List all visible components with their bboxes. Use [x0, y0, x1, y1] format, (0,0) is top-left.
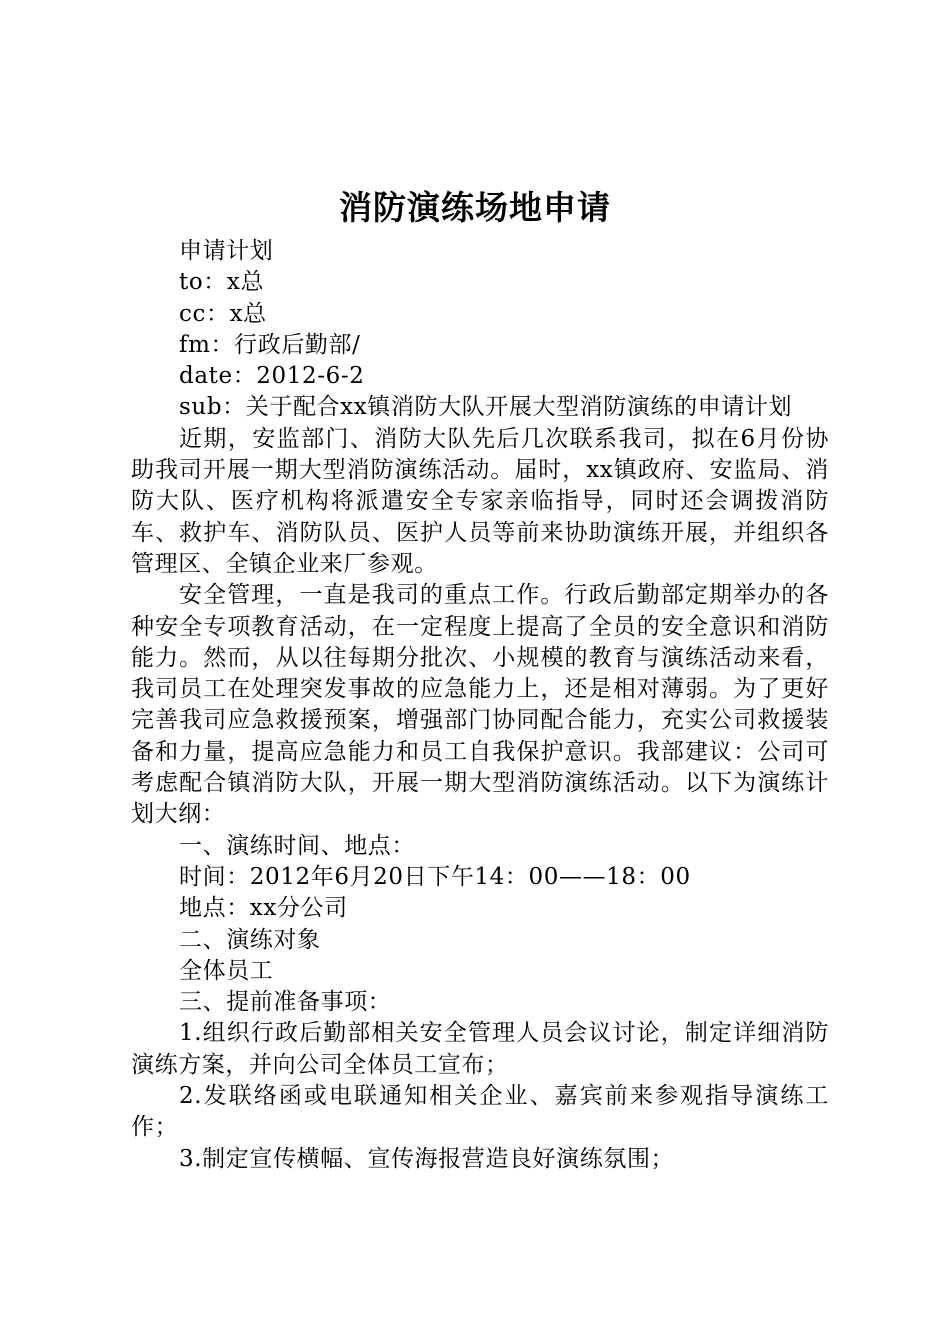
- paragraph-plan-label: 申请计划: [179, 238, 274, 264]
- document-title: 消防演练场地申请: [339, 188, 611, 227]
- paragraph-rationale: 安全管理，一直是我司的重点工作。行政后勤部定期举办的各种安全专项教育活动，在一定程度上提高了全员的安全意识和消防能力。然而，从以往每期分批次、小规模的教育与演练活动来看，我司员工在处理突发事故的应急能力上，还是相对薄弱。为了更好完善我司应急救援预案，增强部门协同配合能力，充实公司救援装备和力量，提高应急能力和员工自我保护意识。我部建议：公司可考虑配合镇消防大队，开展一期大型消防演练活动。以下为演练计划大纲：: [131, 582, 829, 828]
- paragraph-date: date：2012-6-2: [179, 363, 365, 390]
- paragraph-time: 时间：2012年6月20日下午14：00——18：00: [179, 863, 691, 890]
- list-item-preparation-1: 1.组织行政后勤部相关安全管理人员会议讨论，制定详细消防演练方案，并向公司全体员工宣布；: [131, 1020, 829, 1078]
- list-item-preparation-2: 2.发联络函或电联通知相关企业、嘉宾前来参观指导演练工作；: [131, 1083, 829, 1141]
- paragraph-cc: cc：x总: [179, 300, 267, 327]
- paragraph-subject: sub：关于配合xx镇消防大队开展大型消防演练的申请计划: [179, 394, 793, 421]
- section-heading-preparation: 三、提前准备事项：: [179, 989, 392, 1016]
- section-heading-time-place: 一、演练时间、地点：: [179, 832, 415, 859]
- paragraph-participants: 全体员工: [179, 957, 274, 984]
- paragraph-to: to：x总: [179, 269, 265, 296]
- paragraph-place: 地点：xx分公司: [179, 895, 348, 922]
- paragraph-background: 近期，安监部门、消防大队先后几次联系我司，拟在6月份协助我司开展一期大型消防演练活动。届时，xx镇政府、安监局、消防大队、医疗机构将派遣安全专家亲临指导，同时还会调拨消防车、救护车、消防队员、医护人员等前来协助演练开展，并组织各管理区、全镇企业来厂参观。: [131, 425, 829, 577]
- section-heading-participants: 二、演练对象: [179, 926, 321, 953]
- paragraph-from: fm：行政后勤部/: [179, 331, 361, 358]
- list-item-preparation-3: 3.制定宣传横幅、宣传海报营造良好演练氛围；: [179, 1145, 675, 1172]
- document-body: [131, 236, 829, 1175]
